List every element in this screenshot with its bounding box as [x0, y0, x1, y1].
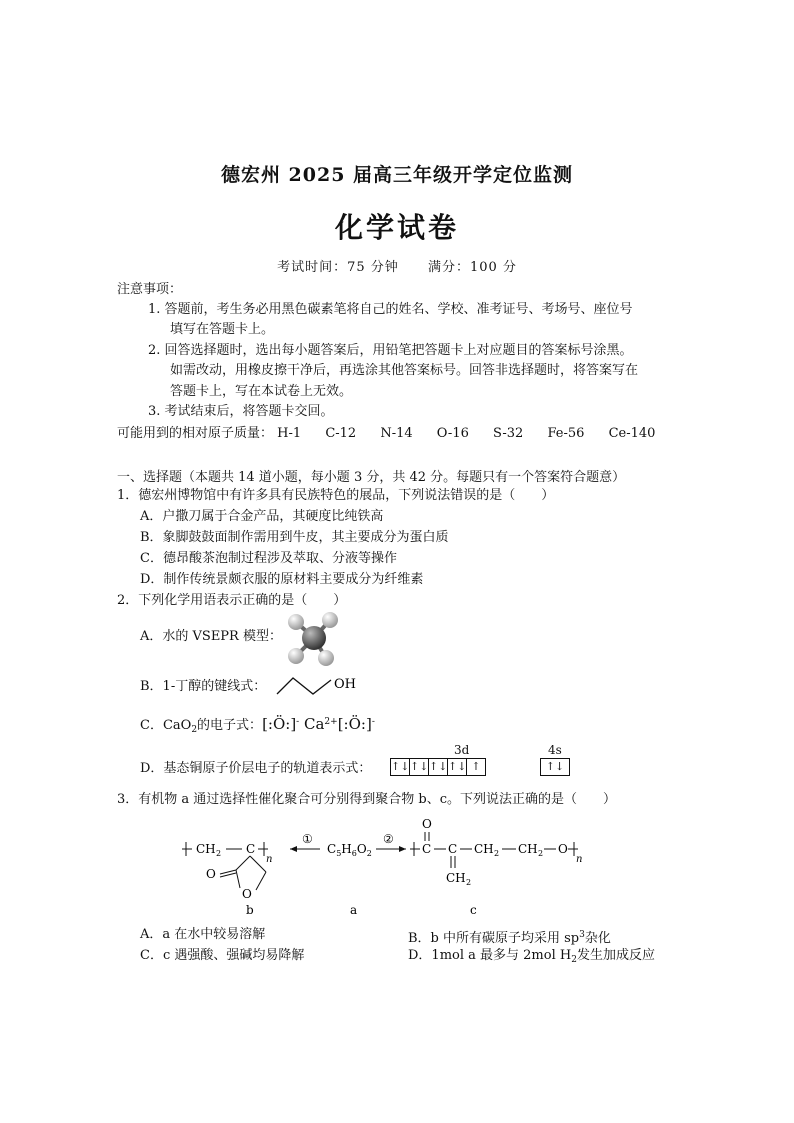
svg-text:2: 2	[538, 849, 544, 858]
svg-text:O: O	[206, 867, 216, 881]
atomic-mass-value: O-16	[436, 426, 469, 441]
svg-text:C: C	[448, 842, 458, 856]
label-b: b	[246, 903, 254, 917]
note-1-line-2: 填写在答题卡上。	[170, 322, 275, 337]
question-1-option-b: B．象脚鼓鼓面制作需用到牛皮，其主要成分为蛋白质	[140, 530, 449, 545]
svg-text:n: n	[576, 854, 583, 865]
orbital-4s-label: 4s	[548, 743, 562, 757]
exam-score: 满分：100 分	[427, 260, 517, 275]
svg-text:O: O	[242, 887, 252, 901]
atomic-mass-label: 可能用到的相对原子质量：	[117, 426, 274, 441]
subject-title: 化学试卷	[334, 211, 459, 244]
atomic-mass-value: Ce-140	[608, 426, 656, 441]
question-3-option-d: D．1mol a 最多与 2mol $H_2$发生加成反应	[408, 948, 655, 965]
note-2-line-1: 2. 回答选择题时，选出每小题答案后，用铅笔把答题卡上对应题目的答案标号涂黑。	[148, 343, 633, 358]
orbital-box: ↑↓	[540, 758, 570, 776]
atomic-mass-value: Fe-56	[547, 426, 585, 441]
label-a: a	[350, 903, 358, 917]
note-2-line-2: 如需改动，用橡皮擦干净后，再选涂其他答案标号。回答非选择题时，将答案写在	[170, 363, 639, 378]
question-3-option-b: B．b 中所有碳原子均采用 $sp^3$杂化	[408, 930, 611, 946]
svg-text:CH: CH	[474, 842, 494, 856]
note-1-line-1: 1. 答题前，考生务必用黑色碳素笔将自己的姓名、学校、准考证号、考场号、座位号	[148, 302, 633, 317]
orbital-box: ↑	[466, 758, 486, 776]
question-1-option-c: C．德昂酸茶泡制过程涉及萃取、分液等操作	[140, 551, 397, 566]
svg-text:O: O	[422, 817, 432, 831]
note-3-line-1: 3. 考试结束后，将答题卡交回。	[148, 404, 334, 419]
section-heading: 一、选择题（本题共 14 道小题，每小题 3 分，共 42 分。每题只有一个答案符合题意）	[117, 470, 626, 485]
note-2-line-3: 答题卡上，写在本试卷上无效。	[170, 384, 353, 399]
orbital-3d-diagram	[390, 758, 535, 776]
label-c: c	[470, 903, 477, 917]
vsepr-water-model-image	[284, 610, 344, 668]
atomic-mass-value: N-14	[380, 426, 413, 441]
atomic-mass-value: H-1	[277, 426, 302, 441]
exam-time: 考试时间：75 分钟	[277, 260, 399, 275]
svg-text:C: C	[246, 842, 256, 856]
question-3-option-c: C．c 遇强酸、强碱均易降解	[140, 948, 305, 963]
svg-text:CH: CH	[518, 842, 538, 856]
question-2-option-a: A．水的 VSEPR 模型：	[140, 629, 282, 644]
orbital-4s-diagram	[540, 758, 570, 776]
svg-text:①: ①	[302, 832, 313, 846]
atomic-mass-value: S-32	[493, 426, 524, 441]
question-2-option-c: C．CaO$_2$的电子式：[:Ö:]- $Ca^{2+}[:Ö:]^-$	[140, 715, 375, 735]
orbital-3d-label: 3d	[454, 743, 470, 757]
svg-text:2: 2	[494, 849, 500, 858]
orbital-box: ↑↓	[428, 758, 448, 776]
svg-text:②: ②	[383, 832, 394, 846]
svg-text:CH: CH	[196, 842, 216, 856]
question-2-option-b: B．1-丁醇的键线式：	[140, 679, 267, 694]
atomic-mass-value: C-12	[325, 426, 357, 441]
notes-heading: 注意事项：	[117, 282, 183, 297]
question-2-stem: 2．下列化学用语表示正确的是（ ）	[117, 593, 347, 608]
exam-info	[0, 256, 794, 275]
hydroxyl-label: OH	[334, 677, 356, 692]
svg-text:2: 2	[466, 878, 472, 887]
svg-text:2: 2	[216, 849, 222, 858]
svg-text:CH: CH	[446, 871, 466, 885]
orbital-box: ↑↓	[447, 758, 467, 776]
reaction-scheme	[180, 812, 600, 922]
svg-text:O: O	[558, 842, 568, 856]
atomic-mass-row	[117, 424, 655, 444]
question-3-stem: 3．有机物 a 通过选择性催化聚合可分别得到聚合物 b、c。下列说法正确的是（ ）	[117, 792, 617, 807]
exam-title: 德宏州 2025 届高三年级开学定位监测	[220, 164, 574, 186]
question-1-option-a: A．户撒刀属于合金产品，其硬度比纯铁高	[140, 509, 384, 524]
question-2-option-d: D．基态铜原子价层电子的轨道表示式：	[140, 761, 372, 776]
orbital-box: ↑↓	[409, 758, 429, 776]
svg-text:C5H6O2: $C_5H_6O_2$	[327, 842, 372, 858]
orbital-box: ↑↓	[390, 758, 410, 776]
electron-formula: [:Ö:]- $Ca^{2+}[:Ö:]^-$	[262, 715, 375, 733]
svg-text:n: n	[266, 854, 273, 865]
butanol-skeletal-formula	[273, 672, 363, 698]
question-3-option-a: A．a 在水中较易溶解	[140, 927, 266, 942]
svg-text:C: C	[422, 842, 432, 856]
question-1-option-d: D．制作传统景颇衣服的原材料主要成分为纤维素	[140, 572, 424, 587]
question-1-stem: 1．德宏州博物馆中有许多具有民族特色的展品，下列说法错误的是（ ）	[117, 488, 555, 503]
